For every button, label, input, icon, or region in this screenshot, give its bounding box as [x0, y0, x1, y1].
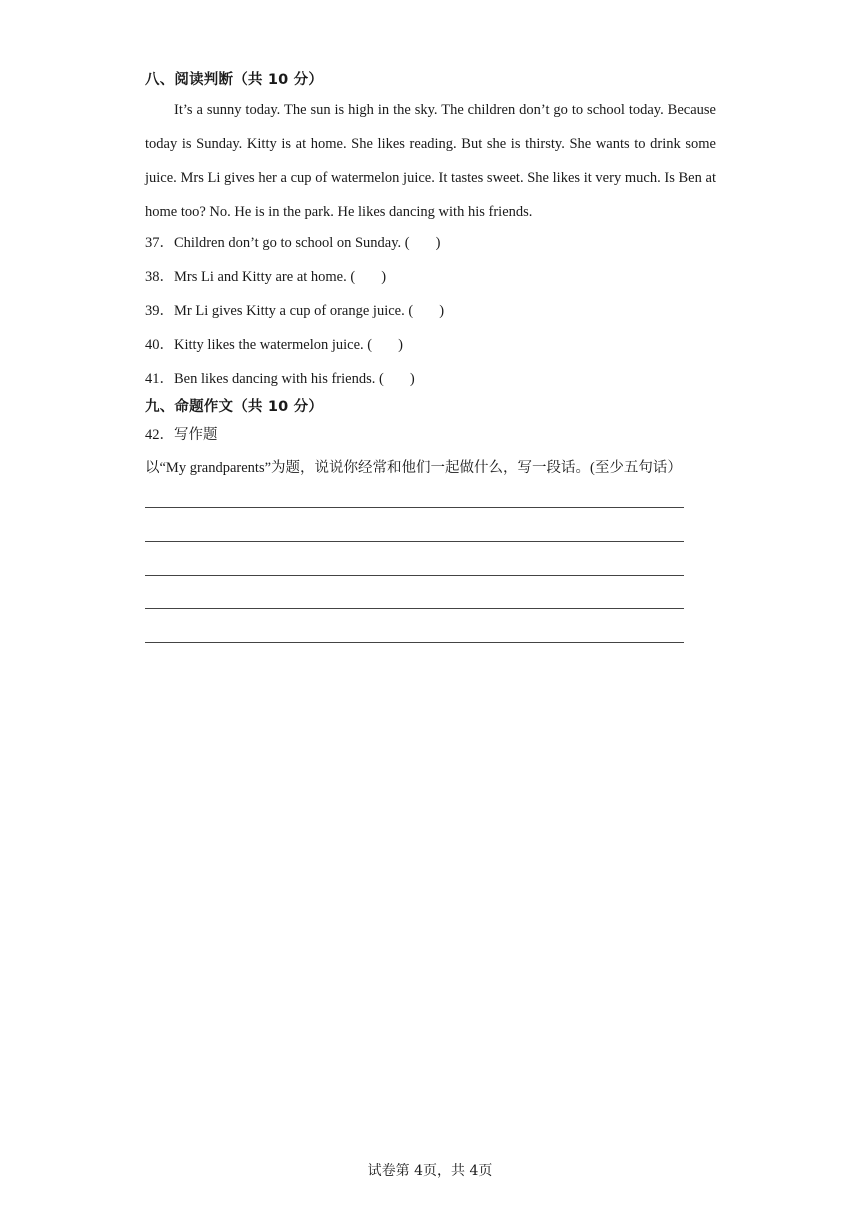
question-text: Ben likes dancing with his friends. (: [174, 371, 384, 387]
question-close: ): [381, 269, 387, 285]
writing-line[interactable]: [145, 608, 684, 609]
reading-passage: It’s a sunny today. The sun is high in the sky. The children don’t go to school today. Because today is Sunday. Kitty is at home. She likes reading. But she is thirsty. She wants to drink some juice. Mrs Li gives her a cup of watermelon juice. It tastes sweet. She likes it very much. Is Ben at home too? No. He is in the park. He likes dancing with his friends.: [145, 102, 716, 220]
question-42: [145, 423, 218, 444]
page-footer: 试卷第 4页，共 4页: [367, 1163, 493, 1179]
question-close: ): [439, 303, 445, 319]
question-close: ): [398, 337, 403, 353]
writing-line[interactable]: [145, 541, 684, 542]
question-close: ): [409, 371, 415, 387]
question-number: 42．: [145, 427, 174, 443]
writing-line[interactable]: [145, 575, 684, 576]
question-number: 40．: [145, 337, 174, 353]
question-37: [145, 231, 440, 252]
section-8-title: 八、阅读判断（共 10 分）: [145, 72, 324, 88]
question-41: [145, 367, 415, 388]
question-text: Mrs Li and Kitty are at home. (: [174, 269, 356, 285]
question-number: 38．: [145, 269, 174, 285]
question-text: Kitty likes the watermelon juice. (: [174, 337, 373, 353]
question-number: 37．: [145, 235, 174, 251]
writing-line[interactable]: [145, 507, 684, 508]
question-text: Children don’t go to school on Sunday. (: [174, 235, 410, 251]
task-label: 写作题: [174, 427, 218, 443]
question-text: Mr Li gives Kitty a cup of orange juice. (: [174, 303, 414, 319]
question-39: [145, 299, 444, 320]
question-40: [145, 333, 403, 354]
writing-line[interactable]: [145, 642, 684, 643]
question-number: 39．: [145, 303, 174, 319]
question-38: [145, 265, 386, 286]
question-number: 41．: [145, 371, 174, 387]
section-9-title: 九、命题作文（共 10 分）: [145, 399, 324, 415]
writing-prompt: 以“My grandparents”为题，说说你经常和他们一起做什么，写一段话。(至少五句话）: [145, 460, 682, 476]
question-close: ): [435, 235, 441, 251]
